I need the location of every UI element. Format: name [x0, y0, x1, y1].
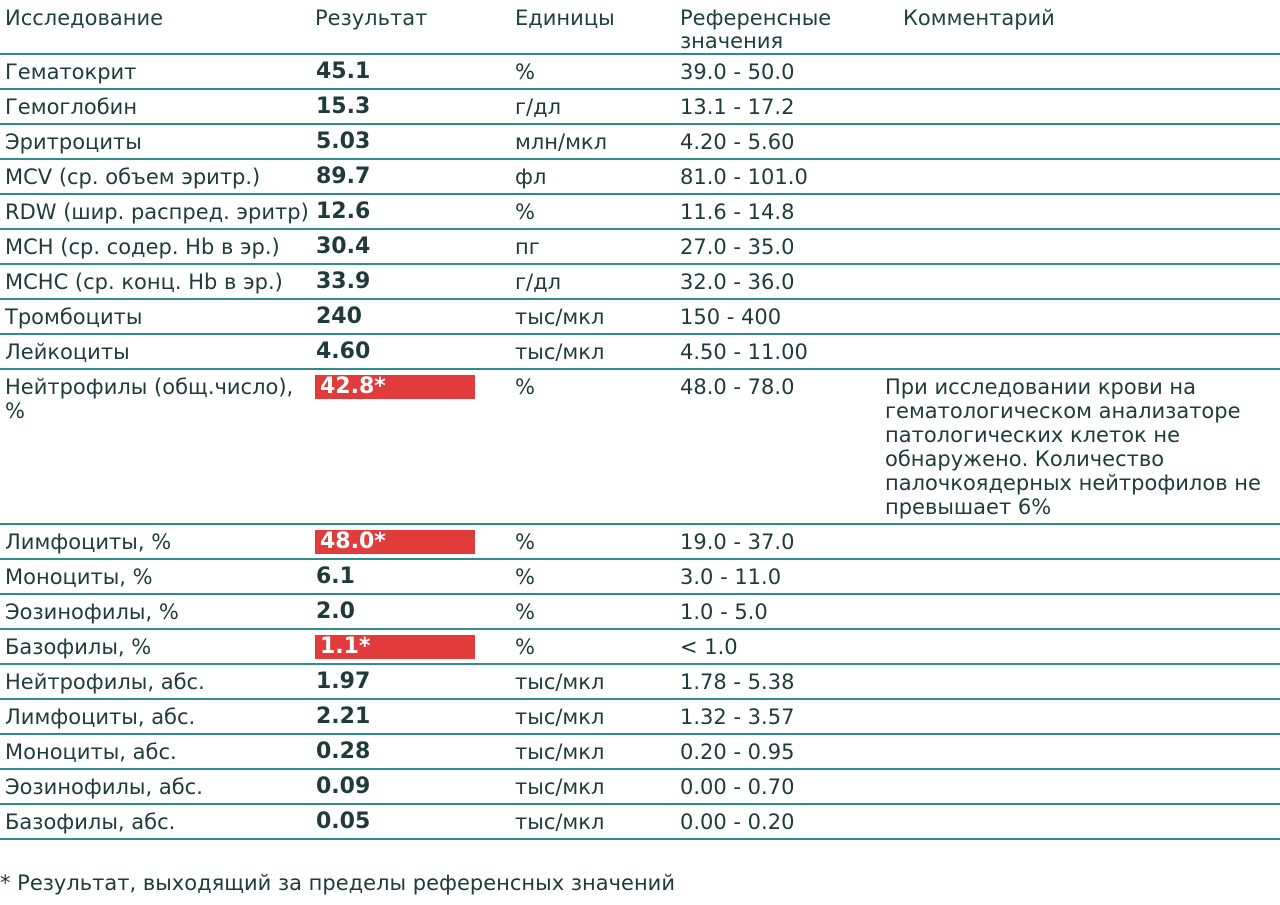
- units-cell: %: [515, 375, 535, 399]
- reference-cell: 0.20 - 0.95: [680, 740, 795, 764]
- reference-cell: 13.1 - 17.2: [680, 95, 795, 119]
- result-cell: 6.1: [316, 564, 355, 589]
- units-cell: %: [515, 200, 535, 224]
- flagged-result: 42.8*: [315, 375, 475, 399]
- table-row: [0, 334, 1280, 369]
- test-name: MCV (ср. объем эритр.): [5, 165, 261, 189]
- header-comment: Комментарий: [903, 6, 1055, 30]
- test-name: Моноциты, абс.: [5, 740, 177, 764]
- test-name: MCH (ср. содер. Hb в эр.): [5, 235, 280, 259]
- test-name: Лимфоциты, абс.: [5, 705, 196, 729]
- test-name: МCHC (ср. конц. Hb в эр.): [5, 270, 283, 294]
- table-row: [0, 629, 1280, 664]
- result-cell: 0.05: [316, 809, 371, 834]
- result-cell: 1.97: [316, 669, 371, 694]
- reference-cell: 4.20 - 5.60: [680, 130, 795, 154]
- table-row: [0, 769, 1280, 804]
- result-cell: 0.28: [316, 739, 371, 764]
- units-cell: %: [515, 530, 535, 554]
- table-row: [0, 734, 1280, 769]
- test-name: Базофилы, абс.: [5, 810, 176, 834]
- reference-cell: 150 - 400: [680, 305, 782, 329]
- comment-cell: [885, 159, 1280, 194]
- comment-cell: [885, 594, 1280, 629]
- comment-cell: [885, 299, 1280, 334]
- units-cell: %: [515, 600, 535, 624]
- units-cell: тыс/мкл: [515, 305, 605, 329]
- result-cell: 4.60: [316, 339, 371, 364]
- reference-cell: 19.0 - 37.0: [680, 530, 795, 554]
- reference-cell: 11.6 - 14.8: [680, 200, 795, 224]
- comment-cell: [885, 524, 1280, 559]
- result-cell: 45.1: [316, 59, 371, 84]
- result-cell: 240: [316, 304, 362, 329]
- units-cell: тыс/мкл: [515, 340, 605, 364]
- table-header: [0, 0, 1280, 54]
- comment-cell: [885, 804, 1280, 839]
- table-row: [0, 524, 1280, 559]
- units-cell: тыс/мкл: [515, 740, 605, 764]
- table-row: [0, 229, 1280, 264]
- reference-cell: < 1.0: [680, 635, 738, 659]
- comment-cell: [885, 664, 1280, 699]
- table-row: [0, 594, 1280, 629]
- result-cell: 30.4: [316, 234, 371, 259]
- units-cell: фл: [515, 165, 547, 189]
- reference-cell: 39.0 - 50.0: [680, 60, 795, 84]
- test-name: Эозинофилы, %: [5, 600, 179, 624]
- units-cell: тыс/мкл: [515, 810, 605, 834]
- flagged-result: 1.1*: [315, 635, 475, 659]
- comment-cell: [885, 264, 1280, 299]
- test-name: Эритроциты: [5, 130, 142, 154]
- table-row: [0, 159, 1280, 194]
- test-name: Тромбоциты: [5, 305, 143, 329]
- test-name: Лимфоциты, %: [5, 530, 172, 554]
- test-name: Гематокрит: [5, 60, 137, 84]
- result-cell: 2.0: [316, 599, 355, 624]
- reference-cell: 81.0 - 101.0: [680, 165, 808, 189]
- comment-cell: [885, 734, 1280, 769]
- reference-cell: 1.32 - 3.57: [680, 705, 795, 729]
- comment-cell: [885, 89, 1280, 124]
- reference-cell: 0.00 - 0.20: [680, 810, 795, 834]
- test-name: Эозинофилы, абс.: [5, 775, 203, 799]
- table-body: [0, 54, 1280, 839]
- result-cell: 0.09: [316, 774, 371, 799]
- units-cell: млн/мкл: [515, 130, 608, 154]
- result-cell: [310, 369, 510, 524]
- header-units: Единицы: [515, 6, 615, 30]
- result-cell: [310, 629, 510, 664]
- comment-cell: [885, 334, 1280, 369]
- reference-cell: 27.0 - 35.0: [680, 235, 795, 259]
- result-cell: 15.3: [316, 94, 371, 119]
- units-cell: тыс/мкл: [515, 670, 605, 694]
- reference-cell: 1.0 - 5.0: [680, 600, 768, 624]
- comment-cell: [885, 699, 1280, 734]
- table-row: [0, 699, 1280, 734]
- reference-cell: 4.50 - 11.00: [680, 340, 808, 364]
- table-row: [0, 89, 1280, 124]
- comment-cell: [885, 54, 1280, 89]
- header-result: Результат: [315, 6, 428, 30]
- test-name: RDW (шир. распред. эритр): [5, 200, 309, 224]
- test-name: Нейтрофилы, абс.: [5, 670, 205, 694]
- comment-cell: [885, 124, 1280, 159]
- result-cell: 33.9: [316, 269, 371, 294]
- units-cell: тыс/мкл: [515, 775, 605, 799]
- table-row: [0, 559, 1280, 594]
- table-row: [0, 194, 1280, 229]
- result-cell: 89.7: [316, 164, 371, 189]
- units-cell: пг: [515, 235, 540, 259]
- table-row: [0, 664, 1280, 699]
- reference-cell: 32.0 - 36.0: [680, 270, 795, 294]
- test-name: Моноциты, %: [5, 565, 153, 589]
- table-row: [0, 124, 1280, 159]
- units-cell: г/дл: [515, 95, 562, 119]
- reference-cell: 1.78 - 5.38: [680, 670, 795, 694]
- comment-cell: [885, 629, 1280, 664]
- comment-cell: [885, 559, 1280, 594]
- header-reference: Референсные значения: [680, 6, 832, 53]
- test-name: Гемоглобин: [5, 95, 138, 119]
- test-name: Базофилы, %: [5, 635, 152, 659]
- comment-cell: При исследовании крови на гематологическом анализаторе патологических клеток не обнаружено. Количество палочкоядерных нейтрофилов не превышает 6%: [885, 375, 1261, 519]
- footnote: * Результат, выходящий за пределы референсных значений: [0, 871, 675, 895]
- result-cell: 12.6: [316, 199, 371, 224]
- reference-cell: 48.0 - 78.0: [680, 375, 795, 399]
- table-row: [0, 804, 1280, 839]
- units-cell: %: [515, 565, 535, 589]
- result-cell: [310, 524, 510, 559]
- result-cell: 2.21: [316, 704, 371, 729]
- table-row: [0, 299, 1280, 334]
- result-cell: 5.03: [316, 129, 371, 154]
- units-cell: тыс/мкл: [515, 705, 605, 729]
- units-cell: г/дл: [515, 270, 562, 294]
- comment-cell: [885, 194, 1280, 229]
- units-cell: %: [515, 60, 535, 84]
- table-row: [0, 54, 1280, 89]
- flagged-result: 48.0*: [315, 530, 475, 554]
- comment-cell: [885, 769, 1280, 804]
- units-cell: %: [515, 635, 535, 659]
- table-row: [0, 264, 1280, 299]
- table-row: [0, 369, 1280, 524]
- reference-cell: 0.00 - 0.70: [680, 775, 795, 799]
- header-test: Исследование: [5, 6, 164, 30]
- test-name: Лейкоциты: [5, 340, 130, 364]
- comment-cell: [885, 229, 1280, 264]
- test-name: Нейтрофилы (общ.число), %: [5, 375, 294, 423]
- reference-cell: 3.0 - 11.0: [680, 565, 782, 589]
